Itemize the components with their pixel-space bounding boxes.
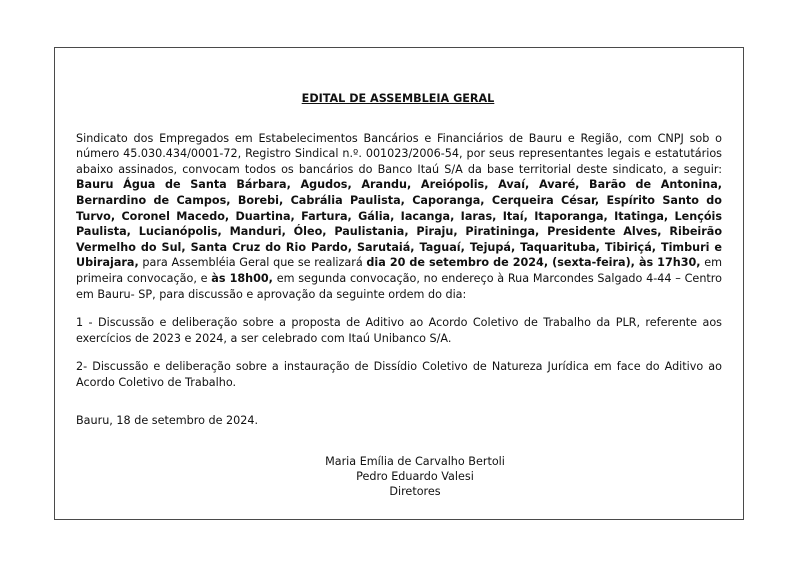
cities-list: Bauru Água de Santa Bárbara, Agudos, Arandu, Areiópolis, Avaí, Avaré, Barão de Antonina, Bernardino de Campos, Borebi, Cabrália Paulista, Caporanga, Cerqueira César, Espírito Santo do Turvo, Coronel Macedo, Duartina, Fartura, Gália, Iacanga, Iaras, Itaí, Itaporanga, Itatinga, Lençóis Paulista, Lucianópolis, Manduri, Óleo, Paulistania, Piraju, Piratininga, Presidente Alves, Ribeirão Vermelho do Sul, Santa Cruz do Rio Pardo, Sarutaiá, Taguaí, Tejupá, Taquarituba, Tibiriçá, Timburi e Ubirajara, <box>76 178 722 270</box>
notice-title: EDITAL DE ASSEMBLEIA GERAL <box>301 92 495 105</box>
signature-block <box>76 454 744 499</box>
signer-name-1: Maria Emília de Carvalho Bertoli <box>325 455 505 469</box>
signer-name-2: Pedro Eduardo Valesi <box>356 470 474 484</box>
intro-text-1: Sindicato dos Empregados em Estabelecimentos Bancários e Financiários de Bauru e Região, com CNPJ sob o número 45.030.434/0001-72, Registro Sindical n.º. 001023/2006-54, por seus representantes legais e estatutários abaixo assinados, convocam todos os bancários do Banco Itaú S/A da base territorial deste sindicato, a seguir: <box>76 131 722 176</box>
intro-text-2: para Assembléia Geral que se realizará <box>138 256 367 270</box>
place-date: Bauru, 18 de setembro de 2024. <box>76 413 259 427</box>
assembly-date: dia 20 de setembro de 2024, (sexta-feira), às 17h30, <box>366 256 701 270</box>
notice-content <box>76 91 744 499</box>
intro-text-4: em segunda convocação, no endereço à Rua Marcondes Salgado 4-44 – Centro em Bauru- SP, para discussão e aprovação da seguinte ordem do dia: <box>76 271 722 301</box>
intro-paragraph <box>76 131 722 303</box>
second-call-time: às 18h00, <box>211 271 273 285</box>
intro-text-3: em primeira convocação, e <box>76 256 722 285</box>
agenda-item-1: 1 - Discussão e deliberação sobre a proposta de Aditivo ao Acordo Coletivo de Trabalho da PLR, referente aos exercícios de 2023 e 2024, a ser celebrado com Itaú Unibanco S/A. <box>76 316 722 345</box>
signer-role: Diretores <box>389 485 441 499</box>
agenda-item-2: 2- Discussão e deliberação sobre a instauração de Dissídio Coletivo de Natureza Jurídica em face do Aditivo ao Acordo Coletivo de Trabalho. <box>76 360 722 389</box>
